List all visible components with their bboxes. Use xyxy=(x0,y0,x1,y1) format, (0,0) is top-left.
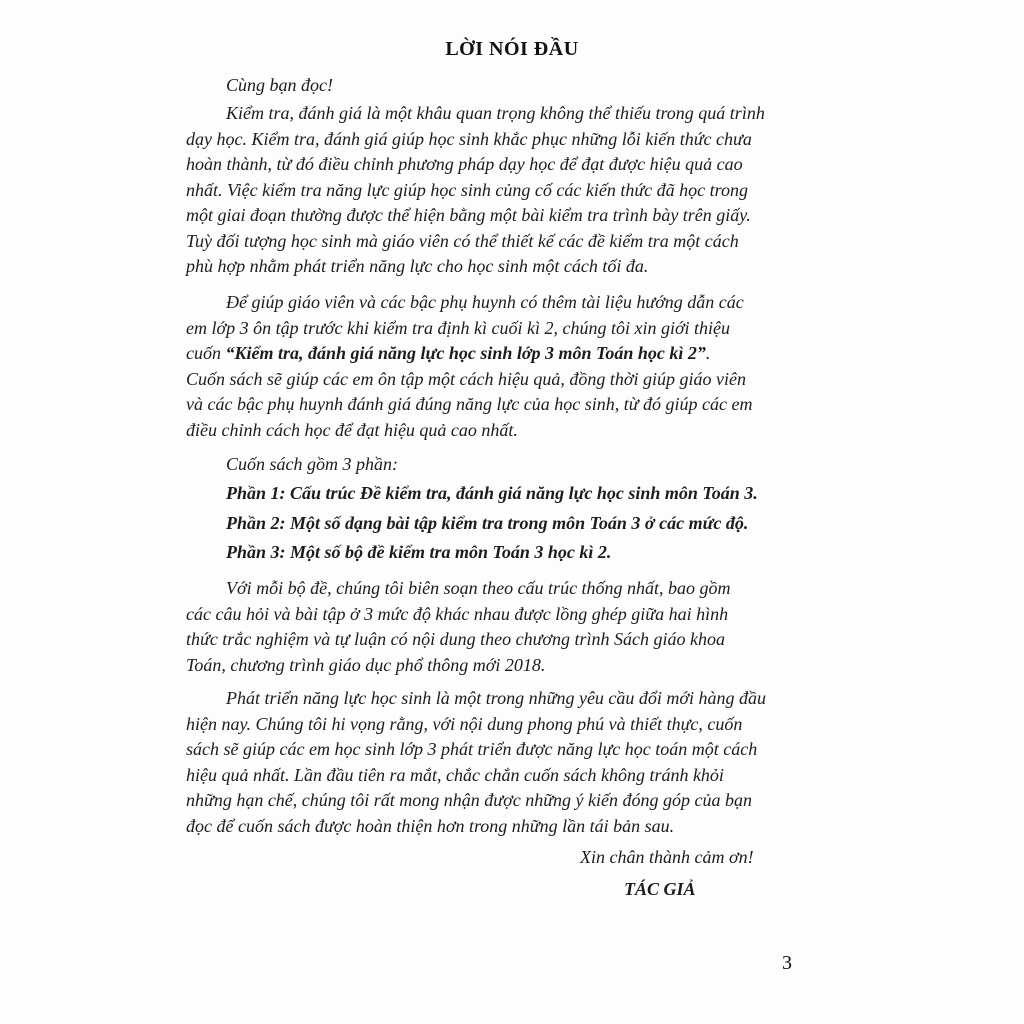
greeting: Cùng bạn đọc! xyxy=(226,75,333,95)
book-intro-prefix: cuốn xyxy=(186,343,226,363)
paragraph-line: Phát triển năng lực học sinh là một trong những yêu cầu đổi mới hàng đầu xyxy=(226,688,767,708)
closing-line: Xin chân thành cảm ơn! xyxy=(580,847,754,867)
part-label: Phần 2 xyxy=(226,512,280,533)
paragraph-line: và các bậc phụ huynh đánh giá đúng năng lực của học sinh, từ đó giúp các em xyxy=(186,394,753,414)
book-intro-suffix: . xyxy=(705,343,711,363)
paragraph-line: Cuốn sách sẽ giúp các em ôn tập một cách hiệu quả, đồng thời giúp giáo viên xyxy=(186,368,747,389)
paragraph-3 xyxy=(186,576,826,678)
page-title: LỜI NÓI ĐẦU xyxy=(445,38,579,60)
greeting-block xyxy=(186,73,826,99)
parts-intro: Cuốn sách gồm 3 phần: xyxy=(226,454,398,474)
paragraph-line: thức trắc nghiệm và tự luận có nội dung theo chương trình Sách giáo khoa xyxy=(186,629,725,649)
paragraph-line: đọc để cuốn sách được hoàn thiện hơn trong những lần tái bản sau. xyxy=(186,815,675,836)
parts-section xyxy=(186,452,826,478)
paragraph-2 xyxy=(186,290,826,443)
paragraph-line: Để giúp giáo viên và các bậc phụ huynh có thêm tài liệu hướng dẫn các xyxy=(226,292,744,312)
paragraph-1 xyxy=(186,101,826,280)
part-label: Phần 3 xyxy=(226,542,280,562)
paragraph-line: Với mỗi bộ đề, chúng tôi biên soạn theo cấu trúc thống nhất, bao gồm xyxy=(226,578,731,598)
part-text: : Một số bộ đề kiểm tra môn Toán 3 học kì 2. xyxy=(279,542,612,562)
paragraph-line: nhất. Việc kiểm tra năng lực giúp học sinh củng cố các kiến thức đã học trong xyxy=(186,179,748,200)
paragraph-line: hiệu quả nhất. Lần đầu tiên ra mắt, chắc chắn cuốn sách không tránh khỏi xyxy=(186,764,724,785)
author-signature: TÁC GIẢ xyxy=(624,879,696,899)
part-text: : Cấu trúc Đề kiểm tra, đánh giá năng lực học sinh môn Toán 3. xyxy=(279,483,758,503)
part-label: Phần 1 xyxy=(226,483,280,503)
paragraph-line: các câu hỏi và bài tập ở 3 mức độ khác nhau được lồng ghép giữa hai hình xyxy=(186,603,729,624)
paragraph-line: những hạn chế, chúng tôi rất mong nhận được những ý kiến đóng góp của bạn xyxy=(186,790,752,810)
paragraph-line: Tuỳ đối tượng học sinh mà giáo viên có thể thiết kế các đề kiểm tra một cách xyxy=(186,230,739,251)
paragraph-line: hiện nay. Chúng tôi hi vọng rằng, với nội dung phong phú và thiết thực, cuốn xyxy=(186,713,743,734)
paragraph-line: phù hợp nhằm phát triển năng lực cho học sinh một cách tối đa. xyxy=(186,256,649,276)
part-text: : Một số dạng bài tập kiểm tra trong môn Toán 3 ở các mức độ. xyxy=(279,512,749,533)
paragraph-line: dạy học. Kiểm tra, đánh giá giúp học sinh khắc phục những lỗi kiến thức chưa xyxy=(186,128,752,149)
paragraph-line: một giai đoạn thường được thể hiện bằng một bài kiểm tra trình bày trên giấy. xyxy=(186,205,751,225)
paragraph-line: sách sẽ giúp các em học sinh lớp 3 phát triển được năng lực học toán một cách xyxy=(186,739,758,759)
part-item xyxy=(186,511,826,537)
paragraph-line: Toán, chương trình giáo dục phổ thông mới 2018. xyxy=(186,654,546,675)
paragraph-line: điều chỉnh cách học để đạt hiệu quả cao nhất. xyxy=(186,419,518,440)
paragraph-line: Kiểm tra, đánh giá là một khâu quan trọng không thể thiếu trong quá trình xyxy=(226,103,765,123)
parts-list xyxy=(186,481,826,566)
paragraph-line xyxy=(186,341,826,367)
paragraph-line: hoàn thành, từ đó điều chỉnh phương pháp dạy học để đạt được hiệu quả cao xyxy=(186,154,743,174)
part-item xyxy=(186,481,826,507)
paragraph-4 xyxy=(186,686,826,839)
page-number: 3 xyxy=(782,952,792,974)
book-title: “Kiểm tra, đánh giá năng lực học sinh lớp 3 môn Toán học kì 2” xyxy=(225,343,706,363)
paragraph-line: em lớp 3 ôn tập trước khi kiểm tra định kì cuối kì 2, chúng tôi xin giới thiệu xyxy=(186,317,731,338)
part-item xyxy=(186,540,826,566)
